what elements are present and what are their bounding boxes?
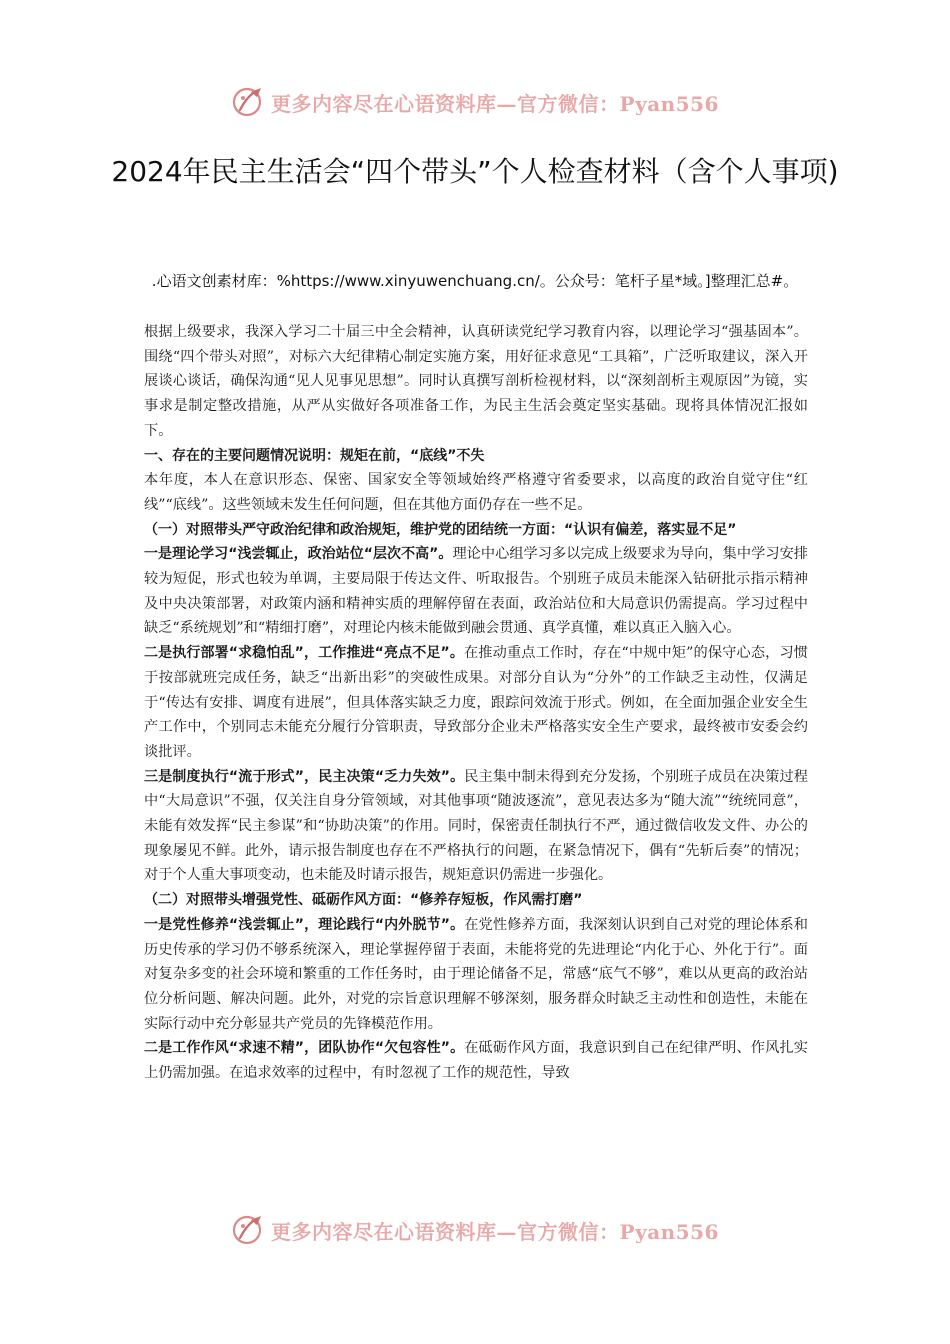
paragraph-text: 在党性修养方面，我深刻认识到自己对党的理论体系和历史传承的学习仍不够系统深入，理论掌握停留于表面，未能将党的先进理论“内化于心、外化于行”。面对复杂多变的社会环境和繁重的工作任务时，由于理论储备不足，常感“底气不够”，难以从更高的政治站位分析问题、解决问题。此外，对党的宗旨意识理解不够深刻，服务群众时缺乏主动性和创造性，未能在实际行动中充分彰显共产党员的先锋模范作用。 bbox=[144, 916, 808, 1032]
paragraph bbox=[144, 1036, 808, 1085]
paragraph bbox=[144, 765, 808, 889]
pen-logo-icon bbox=[231, 1212, 267, 1248]
pen-logo-icon bbox=[231, 84, 267, 120]
section-heading: 一、存在的主要问题情况说明：规矩在前，“底线”不失 bbox=[144, 447, 485, 464]
paragraph-text: 在推动重点工作时，存在“中规中矩”的保守心态，习惯于按部就班完成任务，缺乏“出新出彩”的突破性成果。对部分自认为“分外”的工作缺乏主动性，仅满足于“传达有安排、调度有进展”，但具体落实缺乏力度，跟踪问效流于形式。例如，在全面加强企业安全生产工作中，个别同志未能充分履行分管职责，导致部分企业未严格落实安全生产要求，最终被市安委会约谈批评。 bbox=[144, 645, 808, 760]
paragraph-text: 理论中心组学习多以完成上级要求为导向，集中学习安排较为短促，形式也较为单调，主要局限于传达文件、听取报告。个别班子成员未能深入钻研批示指示精神及中央决策部署，对政策内涵和精神实质的理解停留在表面，政治站位和大局意识仍需提高。学习过程中缺乏“系统规划”和“精细打磨”，对理论内核未能做到融会贯通、真学真懂，难以真正入脑入心。 bbox=[144, 546, 808, 637]
paragraph-lead: 一是党性修养“浅尝辄止”，理论践行“内外脱节”。 bbox=[144, 916, 465, 933]
paragraph bbox=[144, 913, 808, 1037]
paragraph bbox=[144, 542, 808, 641]
paragraph-lead: 三是制度执行“流于形式”，民主决策“乏力失效”。 bbox=[144, 768, 465, 785]
paragraph-lead: 二是执行部署“求稳怕乱”，工作推进“亮点不足”。 bbox=[144, 645, 464, 662]
paragraph-lead: 一是理论学习“浅尝辄止，政治站位“层次不高”。 bbox=[144, 546, 453, 563]
paragraph-text: 民主集中制未得到充分发扬，个别班子成员在决策过程中“大局意识”不强，仅关注自身分管领域，对其他事项“随波逐流”，意见表达多为“随大流”“统统同意”，未能有效发挥“民主参谋”和“协助决策”的作用。同时，保密责任制执行不严，通过微信收发文件、办公的现象屡见不鲜。此外，请示报告制度也存在不严格执行的问题，在紧急情况下，偶有“先斩后奏”的情况；对于个人重大事项变动，也未能及时请示报告，规矩意识仍需进一步强化。 bbox=[144, 768, 808, 884]
subsection-heading: （一）对照带头严守政治纪律和政治规矩，维护党的团结统一方面：“认识有偏差，落实显不足” bbox=[144, 521, 737, 538]
document-title: 2024年民主生活会“四个带头”个人检查材料（含个人事项) bbox=[111, 155, 839, 188]
intro-paragraph: 根据上级要求，我深入学习二十届三中全会精神，认真研读党纪学习教育内容，以理论学习“强基固本”。围绕“四个带头对照”，对标六大纪律精心制定实施方案，用好征求意见“工具箱”，广泛听取建议，深入开展谈心谈话，确保沟通“见人见事见思想”。同时认真撰写剖析检视材料，以“深刻剖析主观原因”为镜，实事求是制定整改措施，从严从实做好各项准备工作，为民主生活会奠定坚实基础。现将具体情况汇报如下。 bbox=[144, 324, 808, 439]
watermark-banner-top bbox=[0, 82, 950, 122]
watermark-banner-bottom bbox=[0, 1210, 950, 1250]
document-body bbox=[144, 320, 808, 1086]
paragraph bbox=[144, 641, 808, 765]
watermark-text: 更多内容尽在心语资料库—官方微信：Pyan556 bbox=[271, 1219, 719, 1244]
section-intro: 本年度，本人在意识形态、保密、国家安全等领域始终严格遵守省委要求，以高度的政治自觉守住“红线”“底线”。这些领域未发生任何问题，但在其他方面仍存在一些不足。 bbox=[144, 472, 808, 513]
paragraph-text: 在砥砺作风方面，我意识到自己在纪律严明、作风扎实上仍需加强。在追求效率的过程中，有时忽视了工作的规范性，导致 bbox=[144, 1040, 808, 1082]
paragraph-lead: 二是工作作风“求速不精”，团队协作“欠包容性”。 bbox=[144, 1040, 465, 1057]
watermark-text: 更多内容尽在心语资料库—官方微信：Pyan556 bbox=[271, 91, 719, 116]
source-line: .心语文创素材库：%https://www.xinyuwenchuang.cn/。公众号：笔杆子星*域。]整理汇总#。 bbox=[151, 272, 799, 290]
subsection-heading: （二）对照带头增强党性、砥砺作风方面：“修养存短板，作风需打磨” bbox=[144, 892, 583, 909]
